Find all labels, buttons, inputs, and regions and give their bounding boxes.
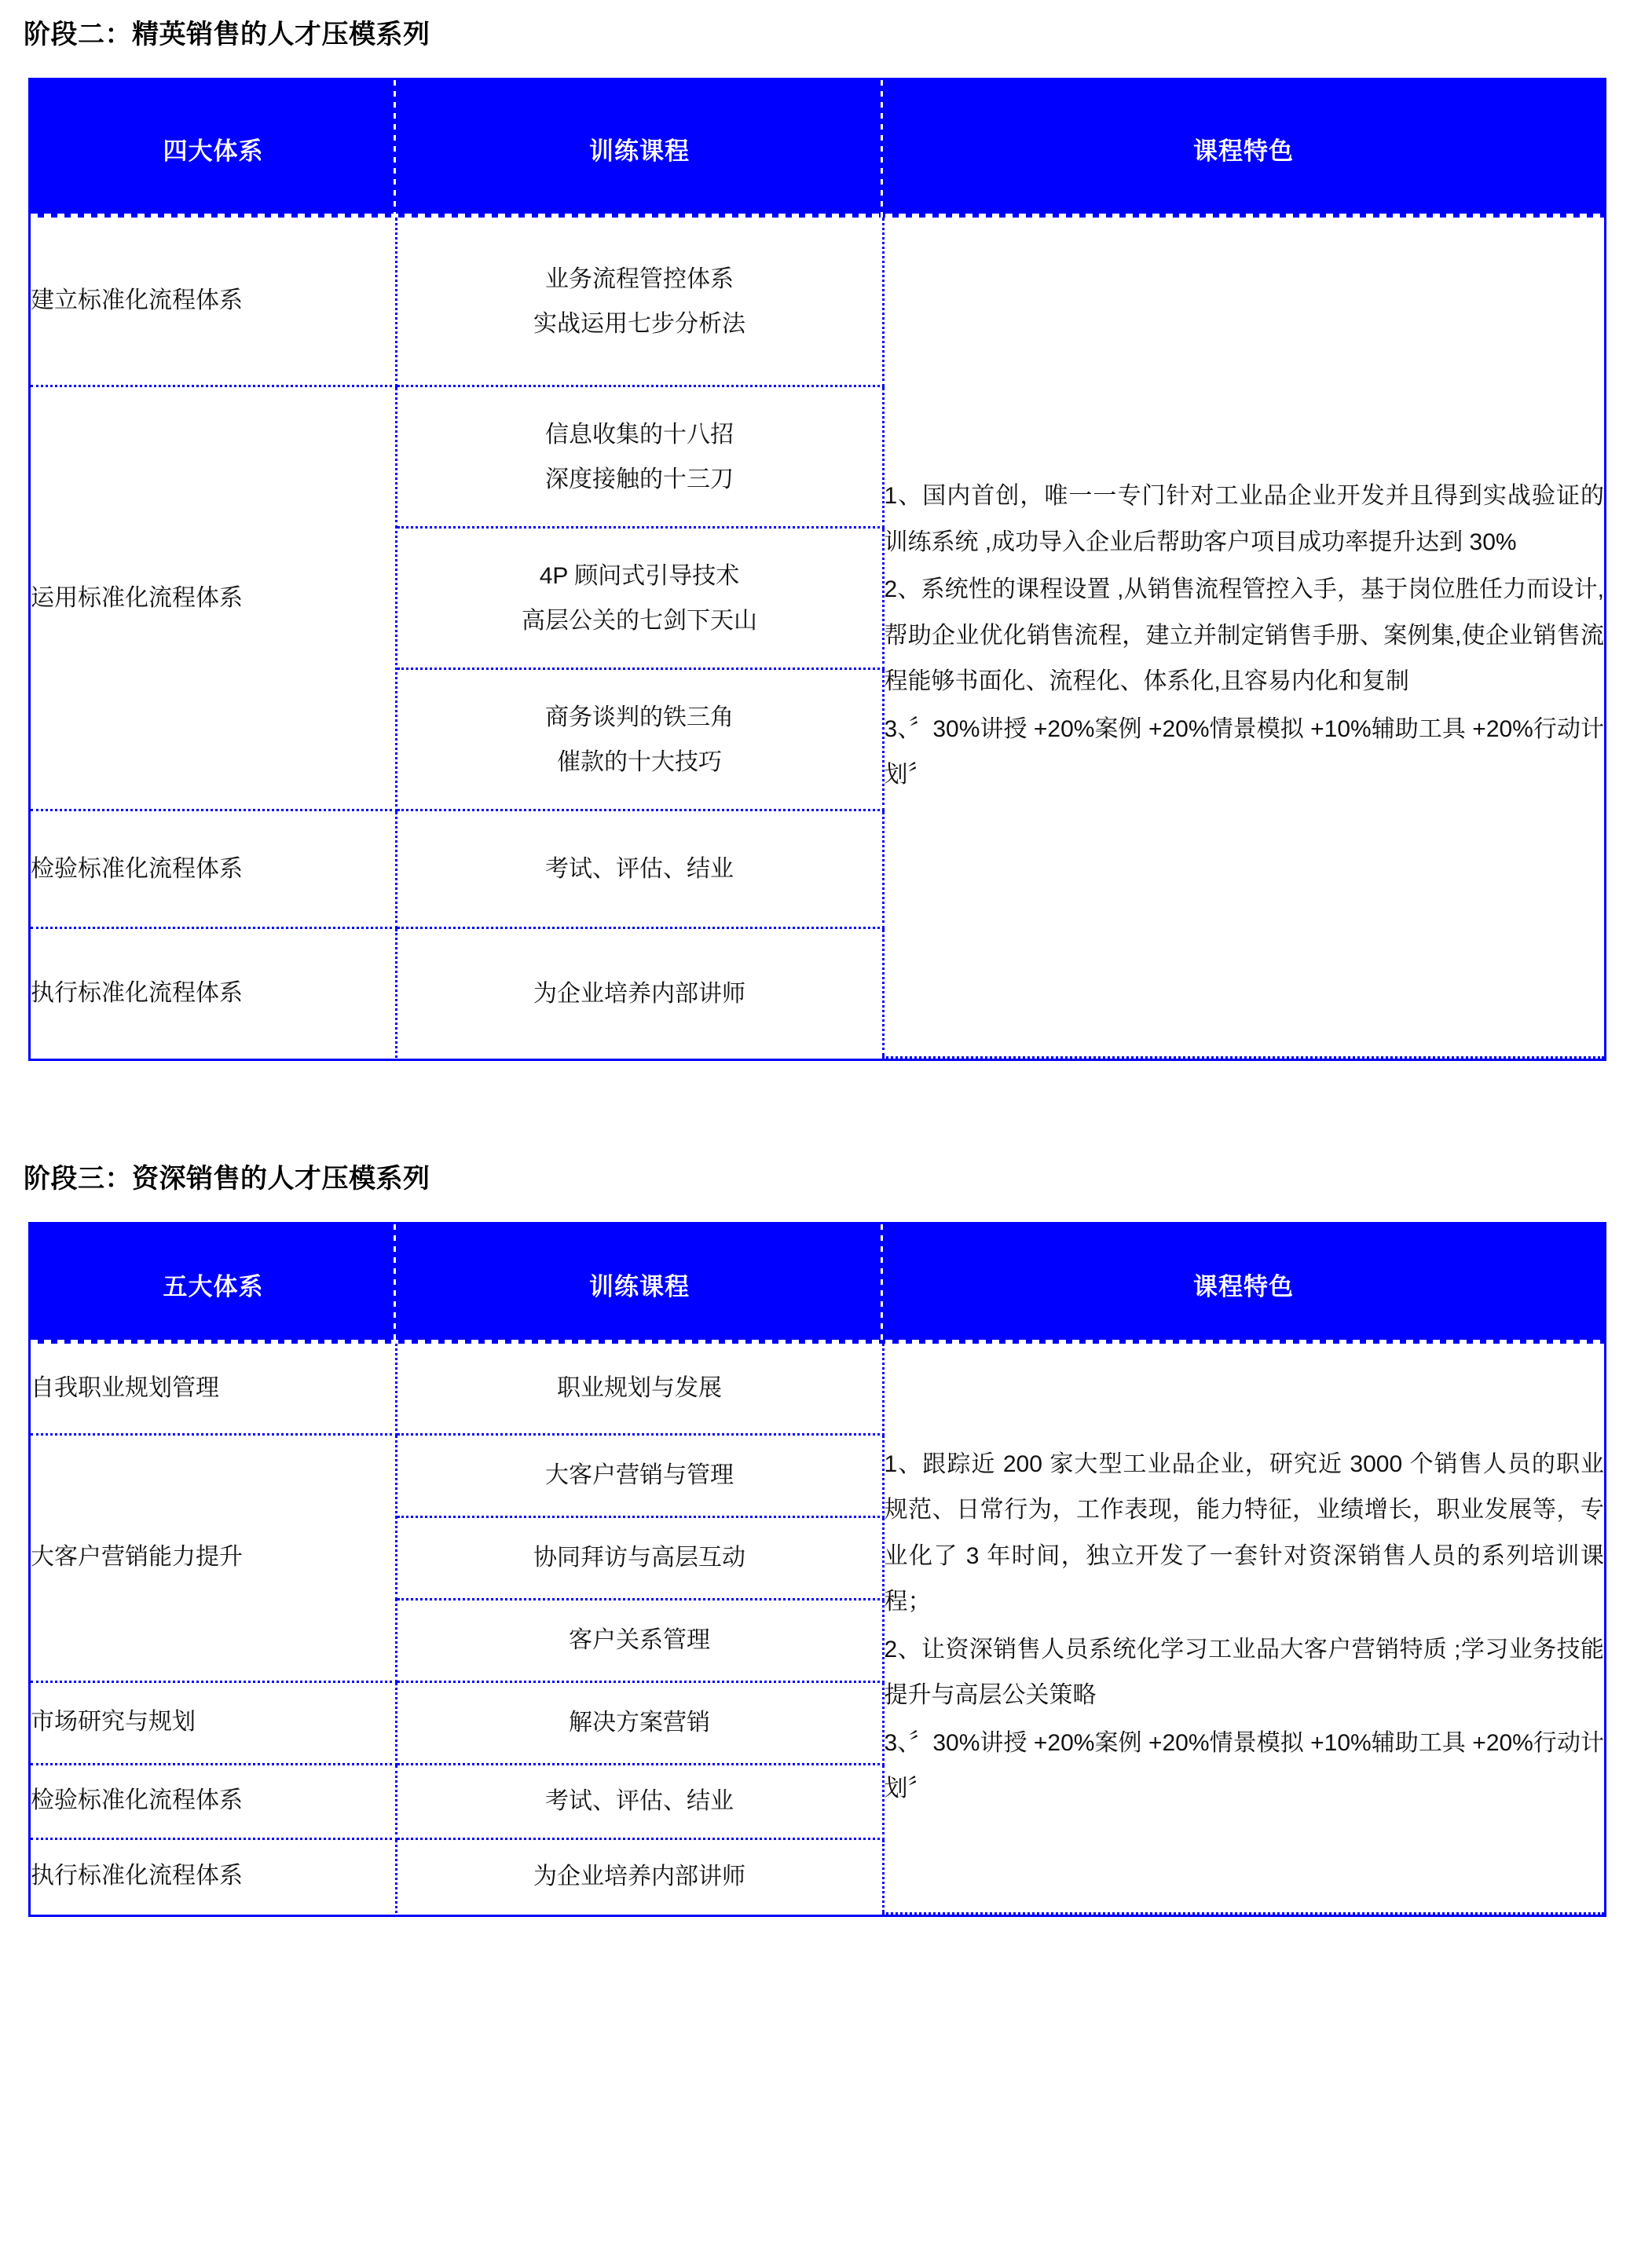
table-header-row-stage-three [31,1224,1604,1344]
course-line: 为企业培养内部讲师 [533,980,745,1007]
cell-system [31,386,396,810]
table-row [31,1344,1604,1434]
table-stage-three-wrapper [28,1222,1606,1917]
table-stage-three [28,1222,1606,1917]
cell-system [31,810,396,928]
header-bottom-dotted-rule [31,214,1604,218]
system-label: 执行标准化流程体系 [31,979,243,1006]
course-line: 实战运用七步分析法 [533,310,745,337]
section-stage-three [0,1163,1630,1195]
cell-course [396,810,883,928]
feature-paragraph: 3、〞30%讲授 +20%案例 +20%情景模拟 +10%辅助工具 +20%行动计划〞 [884,1729,1604,1802]
system-label: 自我职业规划管理 [31,1374,219,1401]
cell-course [396,1838,883,1913]
cell-course [396,1681,883,1764]
system-label: 检验标准化流程体系 [31,1787,243,1814]
cell-course [396,1599,883,1681]
column-header-courses-label: 训练课程 [589,137,690,165]
system-label: 市场研究与规划 [31,1709,196,1736]
course-line: 大客户营销与管理 [545,1462,734,1489]
cell-course [396,928,883,1058]
header-bottom-dotted-rule [31,1340,1604,1344]
column-header-features-label: 课程特色 [1193,1272,1294,1300]
column-header-systems [31,80,396,218]
course-line: 催款的十大技巧 [557,748,722,775]
column-header-features-label: 课程特色 [1193,137,1294,165]
cell-course [396,386,883,528]
column-header-features [883,80,1604,218]
cell-system [31,218,396,386]
course-line: 为企业培养内部讲师 [533,1863,745,1889]
column-header-features [883,1224,1604,1344]
section-spacer [0,1061,1630,1163]
cell-features [883,1344,1604,1913]
feature-paragraph: 2、让资深销售人员系统化学习工业品大客户营销特质 ;学习业务技能提升与高层公关策略 [884,1636,1604,1709]
system-label: 大客户营销能力提升 [31,1544,243,1571]
cell-course [396,528,883,669]
course-line: 职业规划与发展 [557,1375,722,1402]
cell-system [31,1344,396,1434]
course-line: 协同拜访与高层互动 [533,1545,745,1571]
column-header-systems-label: 四大体系 [163,137,264,165]
column-header-systems [31,1224,396,1344]
table-header-row-stage-two [31,80,1604,218]
cell-system [31,1681,396,1764]
section-title-stage-three: 阶段三：资深销售的人才压模系列 [24,1164,430,1194]
course-line: 解决方案营销 [569,1710,710,1736]
cell-system [31,1838,396,1913]
cell-course [396,669,883,810]
system-label: 执行标准化流程体系 [31,1863,243,1889]
cell-system [31,1434,396,1681]
feature-paragraph: 1、国内首创，唯一一专门针对工业品企业开发并且得到实战验证的训练系统 ,成功导入企业后帮助客户项目成功率提升达到 30% [884,483,1604,555]
table-row [31,218,1604,386]
course-line: 4P 顾问式引导技术 [539,562,740,589]
cell-course [396,1764,883,1838]
section-title-stage-two: 阶段二：精英销售的人才压模系列 [24,20,430,49]
column-header-systems-label: 五大体系 [163,1272,264,1300]
feature-paragraph: 2、系统性的课程设置 ,从销售流程管控入手，基于岗位胜任力而设计,帮助企业优化销售流程，建立并制定销售手册、案例集,使企业销售流程能够书面化、流程化、体系化,且容易内化和复制 [884,576,1604,695]
table-stage-two-wrapper [28,78,1606,1062]
course-line: 考试、评估、结业 [545,1788,734,1815]
table-stage-two [28,78,1606,1062]
course-line: 深度接触的十三刀 [545,466,734,492]
cell-course [396,1516,883,1599]
course-line: 商务谈判的铁三角 [545,704,734,730]
section-stage-two [0,0,1630,51]
course-line: 业务流程管控体系 [545,265,734,292]
column-header-courses [396,80,883,218]
feature-paragraph: 1、跟踪近 200 家大型工业品企业，研究近 3000 个销售人员的职业规范、日常行为，工作表现，能力特征，业绩增长，职业发展等，专业化了 3 年时间，独立开发了一套针对资深销售人员的系列培训课程； [884,1450,1604,1615]
cell-course [396,1434,883,1516]
system-label: 建立标准化流程体系 [31,287,243,314]
course-line: 高层公关的七剑下天山 [522,607,757,634]
cell-system [31,928,396,1058]
cell-features [883,218,1604,1058]
table-body-stage-two [31,218,1604,1059]
course-line: 客户关系管理 [569,1627,710,1654]
system-label: 运用标准化流程体系 [31,584,243,611]
system-label: 检验标准化流程体系 [31,855,243,882]
table-body-stage-three [31,1344,1604,1915]
cell-system [31,1764,396,1838]
column-header-courses-label: 训练课程 [589,1272,690,1300]
feature-paragraph: 3、〞30%讲授 +20%案例 +20%情景模拟 +10%辅助工具 +20%行动计划〞 [884,715,1604,788]
course-line: 考试、评估、结业 [545,856,734,883]
column-header-courses [396,1224,883,1344]
course-line: 信息收集的十八招 [545,421,734,448]
cell-course [396,1344,883,1434]
cell-course [396,218,883,386]
